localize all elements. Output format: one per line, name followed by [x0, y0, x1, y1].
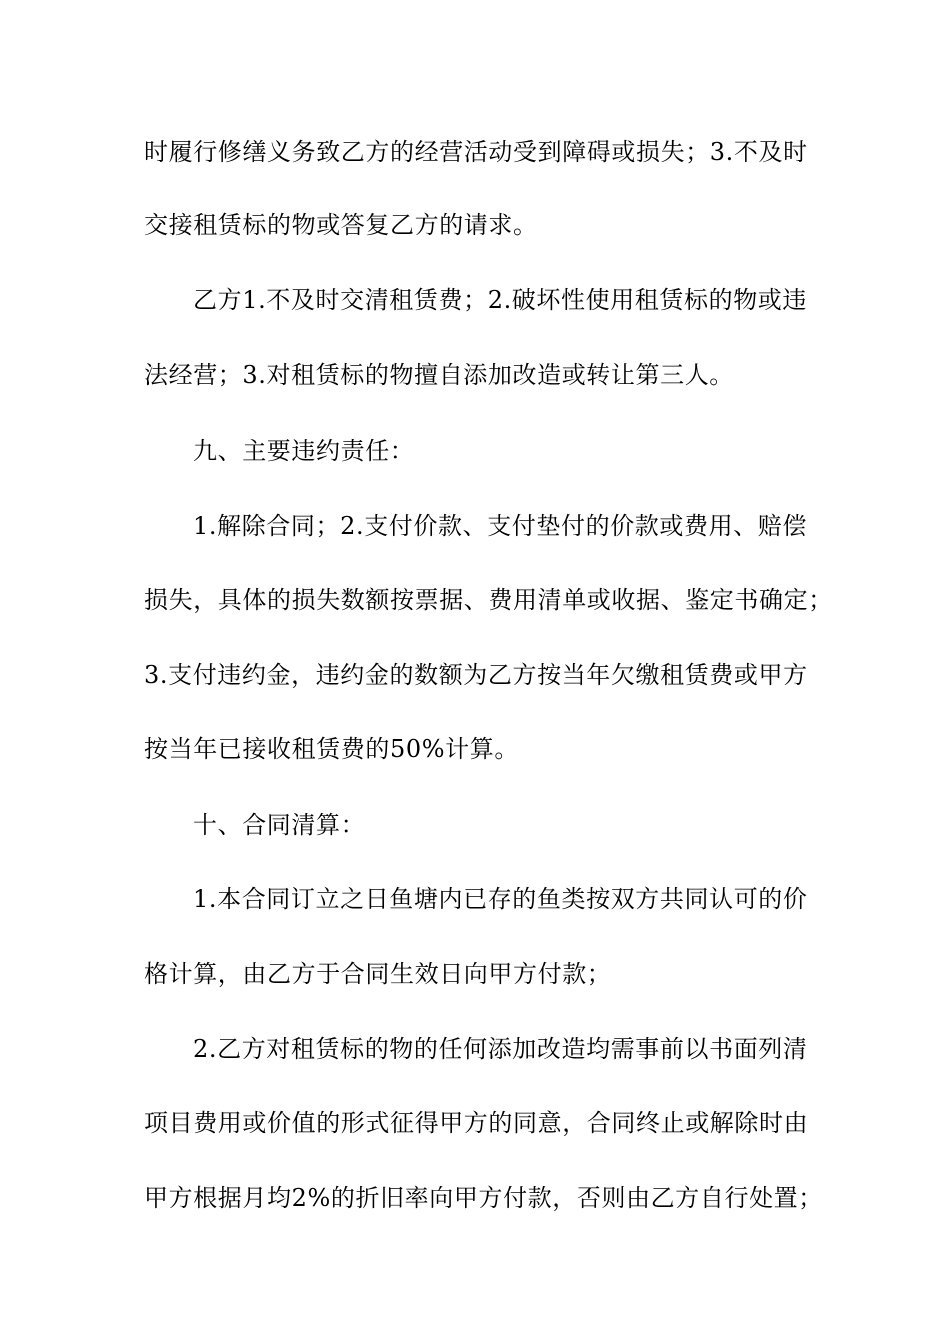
text-line: 项目费用或价值的形式征得甲方的同意，合同终止或解除时由	[144, 1109, 809, 1137]
text-line: 1.本合同订立之日鱼塘内已存的鱼类按双方共同认可的价	[193, 885, 808, 913]
section-heading: 九、主要违约责任：	[193, 437, 415, 465]
text-line: 乙方1.不及时交清租赁费；2.破坏性使用租赁标的物或违	[193, 286, 807, 314]
text-line: 损失，具体的损失数额按票据、费用清单或收据、鉴定书确定；	[144, 586, 833, 614]
text-line: 1.解除合同；2.支付价款、支付垫付的价款或费用、赔偿	[193, 512, 807, 540]
section-heading: 十、合同清算：	[193, 811, 366, 839]
text-line: 3.支付违约金，违约金的数额为乙方按当年欠缴租赁费或甲方	[144, 661, 808, 689]
text-line: 时履行修缮义务致乙方的经营活动受到障碍或损失；3.不及时	[144, 138, 808, 166]
text-line: 交接租赁标的物或答复乙方的请求。	[144, 211, 538, 239]
text-line: 2.乙方对租赁标的物的任何添加改造均需事前以书面列清	[193, 1035, 808, 1063]
text-line: 格计算，由乙方于合同生效日向甲方付款；	[144, 960, 612, 988]
text-line: 按当年已接收租赁费的50%计算。	[144, 735, 519, 763]
text-line: 甲方根据月均2%的折旧率向甲方付款，否则由乙方自行处置；	[144, 1184, 823, 1212]
text-line: 法经营；3.对租赁标的物擅自添加改造或转让第三人。	[144, 361, 734, 389]
